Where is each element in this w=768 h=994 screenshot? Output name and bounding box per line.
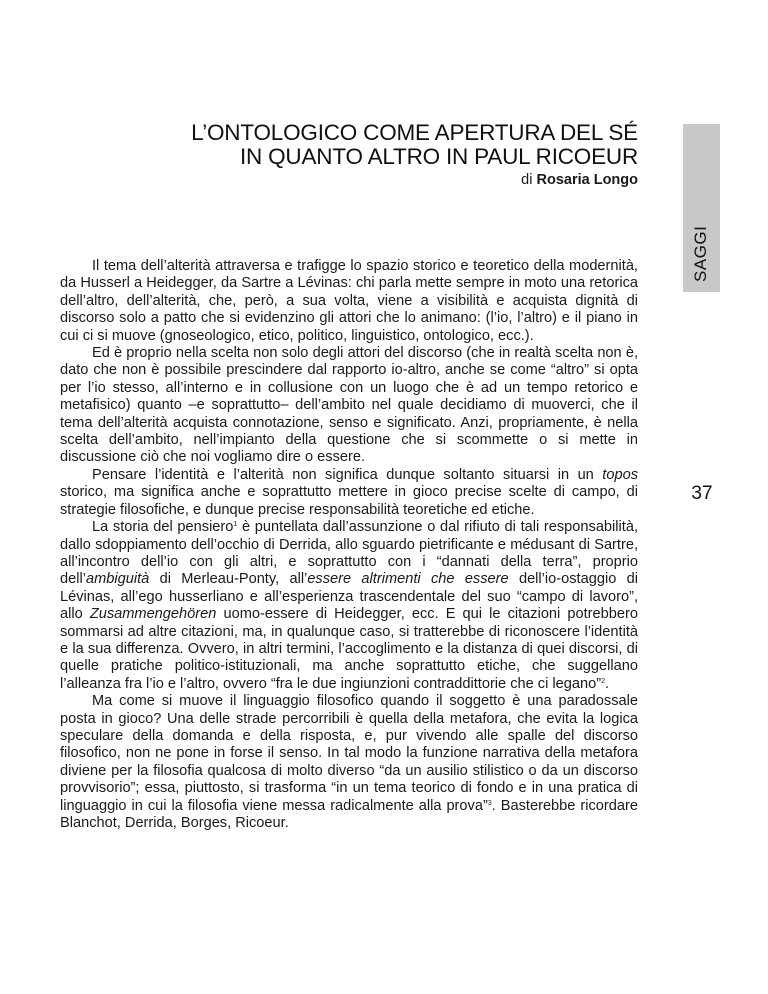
- paragraph-3-text-b: storico, ma significa anche e soprattutto mettere in gioco precise scelte di campo, di strategie filosofiche, e dunque precise responsabilità teoretiche ed etiche.: [60, 484, 638, 518]
- term-essere-altrimenti: essere altrimenti che essere: [307, 571, 509, 588]
- paragraph-3-text-a: Pensare l’identità e l’alterità non significa dunque soltanto situarsi in un: [92, 466, 594, 483]
- byline: [60, 170, 638, 190]
- author-name: Rosaria Longo: [536, 172, 638, 188]
- paragraph-4-text-d: dell’io-ostaggio di Lévinas, all’ego husserliano e all’esperienza trascendentale del suo “campo di lavoro”, allo: [60, 571, 638, 623]
- article-body: [60, 258, 638, 832]
- paragraph-3: [60, 467, 638, 519]
- article-title-line-1: L’ONTOLOGICO COME APERTURA DEL SÉ: [191, 120, 638, 145]
- footnote-ref-2: 2: [601, 677, 605, 685]
- page-number: 37: [691, 483, 713, 504]
- paragraph-4-text-c: di Merleau-Ponty, all’: [159, 571, 308, 588]
- paragraph-5-text-b: . Basterebbe ricordare Blanchot, Derrida, Borges, Ricoeur.: [60, 797, 638, 831]
- section-tab-label: SAGGI: [690, 225, 710, 282]
- paragraph-5: [60, 693, 638, 832]
- paragraph-5-text-a: Ma come si muove il linguaggio filosofico quando il soggetto è una paradossale posta in gioco? Una delle strade percorribili è quella della metafora, che evita la logica speculare della domanda e della risposta, e, pur vivendo alle spalle del discorso filosofico, non ne pone in forse il senso. In tal modo la funzione narrativa della metafora diviene per la filosofia qualcosa di molto diverso “da un ausilio stilistico o da un discorso provvisorio”; essa, piuttosto, si trasforma “in un tema teorico di fondo e in una pratica di linguaggio in cui la filosofia viene messa radicalmente alla prova”: [60, 693, 638, 814]
- term-topos: topos: [602, 466, 638, 483]
- term-zusammengehoren: Zusammengehören: [89, 606, 217, 623]
- footnote-ref-1: 1: [233, 521, 238, 529]
- byline-prefix: di: [521, 172, 533, 188]
- term-ambiguita: ambiguità: [85, 571, 150, 588]
- paragraph-2: Ed è proprio nella scelta non solo degli attori del discorso (che in realtà scelta non è, dato che non è possibile prescindere dal rapporto io-altro, anche se come “altro” si opta per l’io stesso, all’interno e in collusione con un luogo che è ad un tempo retorico e metafisico) quanto –e soprattutto– dell’ambito nel quale decidiamo di muoverci, che il tema dell’alterità acquista connotazione, senso e significato. Anzi, propriamente, è nella scelta dell’ambito, nell’impianto della questione che si scommette o si mette in discussione ciò che noi vogliamo dire o essere.: [60, 345, 638, 466]
- article-title-line-2: IN QUANTO ALTRO IN PAUL RICOEUR: [239, 144, 638, 169]
- footnote-ref-3: 3: [487, 799, 492, 807]
- section-tab: [683, 124, 720, 292]
- paragraph-4-text-a: La storia del pensiero: [92, 519, 234, 536]
- paragraph-4-text-e: uomo-essere di Heidegger, ecc. E qui le citazioni potrebbero sommarsi ad altre citazioni, ma, in qualunque caso, si tratterebbe di riconoscere l’identità e la sua differenza. Ovvero, in altri termini, l’accoglimento e la distanza di quei discorsi, di quelle pratiche politico-istituzionali, ma anche soprattutto etiche, che suggellano l’alleanza fra l’io e l’altro, ovvero “fra le due ingiunzioni contraddittorie che ci legano”: [60, 606, 638, 692]
- paragraph-4: [60, 519, 638, 693]
- paragraph-4-text-b: è puntellata dall’assunzione o dal rifiuto di tali responsabilità, dallo sdoppiamento dell’occhio di Derrida, allo sguardo pietrificante e médusant di Sartre, all’incontro dell’io con gli altri, e soprattutto con i “dannati della terra”, proprio dell’: [60, 519, 638, 588]
- paragraph-1: Il tema dell’alterità attraversa e trafigge lo spazio storico e teoretico della modernità, da Husserl a Heidegger, da Sartre a Lévinas: chi parla mette sempre in moto una retorica dell’altro, dell’alterità, che, però, a sua volta, viene a visibilità e acquista dignità di discorso solo a patto che si evidenzino gli attori che lo animano: (l’io, l’altro) e il piano in cui ci si muove (gnoseologico, etico, politico, linguistico, ontologico, ecc.).: [60, 258, 638, 344]
- article-header: [60, 121, 638, 190]
- paragraph-4-text-f: .: [604, 675, 610, 692]
